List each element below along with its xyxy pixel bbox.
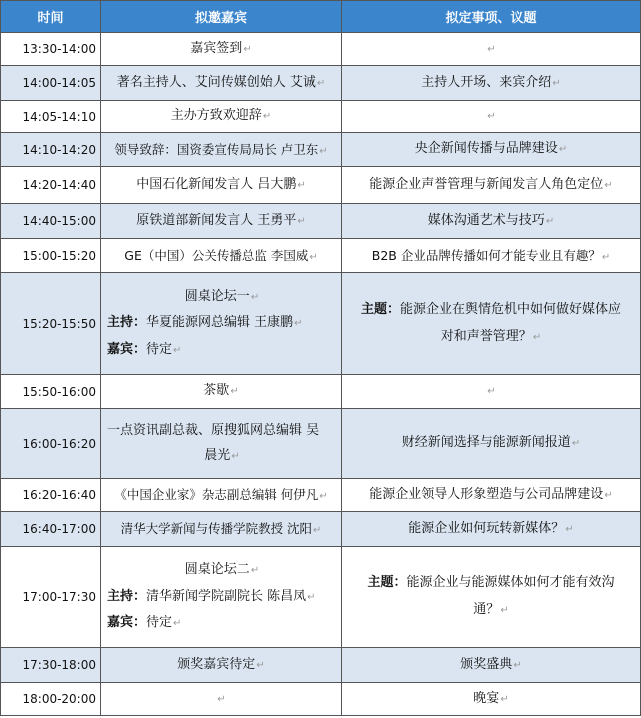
topic-cell — [342, 101, 641, 133]
topic-cell — [342, 239, 641, 273]
topic-text: 能源企业如何玩转新媒体？ — [408, 520, 565, 536]
return-mark-icon: ↵ — [565, 523, 574, 535]
return-mark-icon: ↵ — [604, 489, 613, 501]
table-row — [1, 239, 641, 273]
header-guest: 拟邀嘉宾 — [101, 1, 342, 33]
guest-text: 原铁道部新闻发言人 王勇平 — [136, 212, 297, 228]
topic-cell — [342, 479, 641, 512]
return-mark-icon: ↵ — [319, 491, 328, 503]
table-row — [1, 512, 641, 547]
guest-text: 主办方致欢迎辞 — [170, 108, 262, 124]
return-mark-icon: ↵ — [294, 318, 303, 330]
time-cell: 14:05-14:10 — [1, 101, 101, 133]
topic-text: 颁奖盛典 — [460, 656, 513, 672]
return-mark-icon: ↵ — [487, 43, 496, 55]
topic-text: B2B 企业品牌传播如何才能专业且有趣？ — [371, 247, 601, 263]
guest-cell — [101, 409, 342, 479]
return-mark-icon: ↵ — [313, 525, 322, 537]
table-row — [1, 375, 641, 409]
return-mark-icon: ↵ — [601, 251, 611, 263]
header-row — [1, 1, 641, 33]
guest-cell — [101, 133, 342, 167]
guest-cell — [101, 375, 342, 409]
topic-cell — [342, 512, 641, 547]
topic-cell — [342, 66, 641, 101]
return-mark-icon: ↵ — [297, 215, 306, 227]
return-mark-icon: ↵ — [309, 251, 318, 263]
table-row — [1, 133, 641, 167]
table-row — [1, 648, 641, 683]
return-mark-icon: ↵ — [558, 144, 568, 156]
guest-text: 中国石化新闻发言人 吕大鹏 — [136, 176, 297, 192]
time-cell: 14:40-15:00 — [1, 204, 101, 239]
topic-text: 晚宴 — [473, 690, 500, 706]
guest-cell — [101, 101, 342, 133]
return-mark-icon: ↵ — [532, 331, 542, 343]
table-row — [1, 101, 641, 133]
guest-text: 颁奖嘉宾待定 — [177, 656, 256, 672]
return-mark-icon: ↵ — [262, 111, 272, 123]
host-label: 主持： — [107, 315, 147, 331]
guest-text: 《中国企业家》杂志副总编辑 何伊凡 — [114, 487, 319, 503]
return-mark-icon: ↵ — [250, 291, 260, 303]
topic-label: 主题： — [367, 575, 407, 591]
guest-text: 晨光 — [204, 447, 231, 463]
table-row — [1, 167, 641, 204]
return-mark-icon: ↵ — [231, 450, 240, 462]
guest-text: 一点资讯副总裁、原搜狐网总编辑 吴 — [107, 422, 320, 438]
time-cell: 17:00-17:30 — [1, 547, 101, 648]
topic-cell — [342, 648, 641, 683]
return-mark-icon: ↵ — [487, 111, 496, 123]
time-cell: 15:20-15:50 — [1, 273, 101, 375]
table-row — [1, 66, 641, 101]
time-cell: 14:00-14:05 — [1, 66, 101, 101]
return-mark-icon: ↵ — [604, 179, 613, 191]
time-cell: 15:50-16:00 — [1, 375, 101, 409]
time-cell: 14:20-14:40 — [1, 167, 101, 204]
host-label: 主持： — [107, 588, 147, 604]
host-text: 华夏能源网总编辑 王康鹏 — [146, 315, 294, 331]
guest-cell — [101, 479, 342, 512]
time-cell: 16:20-16:40 — [1, 479, 101, 512]
return-mark-icon: ↵ — [230, 386, 239, 398]
header-time: 时间 — [1, 1, 101, 33]
return-mark-icon: ↵ — [513, 659, 522, 671]
guest-text: GE（中国）公关传播总监 李国威 — [124, 247, 309, 263]
guest-cell — [101, 512, 342, 547]
topic-cell — [342, 409, 641, 479]
guest-cell — [101, 547, 342, 648]
table-row — [1, 33, 641, 66]
table-row — [1, 683, 641, 716]
return-mark-icon: ↵ — [173, 618, 182, 630]
topic-text: 主持人开场、来宾介绍 — [421, 74, 552, 90]
return-mark-icon: ↵ — [243, 43, 252, 55]
guest-cell — [101, 204, 342, 239]
guests-text: 待定 — [146, 615, 173, 631]
topic-cell — [342, 273, 641, 375]
guest-cell — [101, 167, 342, 204]
guest-cell — [101, 683, 342, 716]
table-row — [1, 273, 641, 375]
return-mark-icon: ↵ — [250, 565, 260, 577]
guest-text: 著名主持人、艾问传媒创始人 艾诚 — [116, 74, 316, 90]
topic-cell — [342, 133, 641, 167]
return-mark-icon: ↵ — [319, 145, 328, 157]
guest-cell — [101, 273, 342, 375]
topic-text: 能源企业在舆情危机中如何做好媒体应 — [400, 301, 622, 317]
topic-cell — [342, 375, 641, 409]
topic-text: 通？ — [473, 602, 500, 617]
table-row — [1, 204, 641, 239]
topic-text: 媒体沟通艺术与技巧 — [427, 212, 545, 228]
guests-label: 嘉宾： — [107, 341, 147, 357]
return-mark-icon: ↵ — [173, 344, 182, 356]
guest-cell — [101, 33, 342, 66]
guest-text: 领导致辞：国资委宣传局局长 卢卫东 — [114, 141, 319, 157]
return-mark-icon: ↵ — [256, 659, 265, 671]
return-mark-icon: ↵ — [297, 179, 306, 191]
topic-label: 主题： — [360, 301, 400, 317]
topic-cell — [342, 204, 641, 239]
table-row — [1, 409, 641, 479]
return-mark-icon: ↵ — [500, 693, 509, 705]
guests-text: 待定 — [146, 341, 173, 357]
time-cell: 17:30-18:00 — [1, 648, 101, 683]
guest-text: 嘉宾签到 — [190, 40, 243, 56]
return-mark-icon: ↵ — [545, 215, 555, 227]
return-mark-icon: ↵ — [487, 386, 496, 398]
return-mark-icon: ↵ — [571, 438, 581, 450]
roundtable-title: 圆桌论坛二 — [184, 562, 250, 578]
topic-text: 央企新闻传播与品牌建设 — [414, 141, 558, 157]
time-cell: 16:40-17:00 — [1, 512, 101, 547]
guest-cell — [101, 239, 342, 273]
host-text: 清华新闻学院副院长 陈昌凤 — [146, 588, 307, 604]
topic-cell — [342, 33, 641, 66]
return-mark-icon: ↵ — [316, 77, 326, 89]
topic-cell — [342, 167, 641, 204]
topic-text: 对和声誉管理？ — [440, 328, 532, 344]
guest-cell — [101, 66, 342, 101]
table-row — [1, 479, 641, 512]
roundtable-title: 圆桌论坛一 — [184, 288, 250, 304]
time-cell: 15:00-15:20 — [1, 239, 101, 273]
guest-cell — [101, 648, 342, 683]
return-mark-icon: ↵ — [552, 77, 561, 89]
topic-text: 财经新闻选择与能源新闻报道 — [401, 435, 571, 451]
return-mark-icon: ↵ — [307, 591, 316, 603]
topic-text: 能源企业与能源媒体如何才能有效沟 — [406, 575, 615, 591]
guest-text: 清华大学新闻与传播学院教授 沈阳 — [120, 521, 313, 537]
header-topic: 拟定事项、议题 — [342, 1, 641, 33]
time-cell: 16:00-16:20 — [1, 409, 101, 479]
topic-text: 能源企业声誉管理与新闻发言人角色定位 — [369, 176, 604, 192]
guests-label: 嘉宾： — [107, 615, 147, 631]
time-cell: 18:00-20:00 — [1, 683, 101, 716]
guest-text: 茶歇 — [203, 383, 230, 399]
table-row — [1, 547, 641, 648]
time-cell: 14:10-14:20 — [1, 133, 101, 167]
return-mark-icon: ↵ — [500, 605, 509, 616]
return-mark-icon: ↵ — [217, 693, 226, 705]
time-cell: 13:30-14:00 — [1, 33, 101, 66]
topic-cell — [342, 547, 641, 648]
topic-text: 能源企业领导人形象塑造与公司品牌建设 — [369, 486, 604, 502]
topic-cell — [342, 683, 641, 716]
